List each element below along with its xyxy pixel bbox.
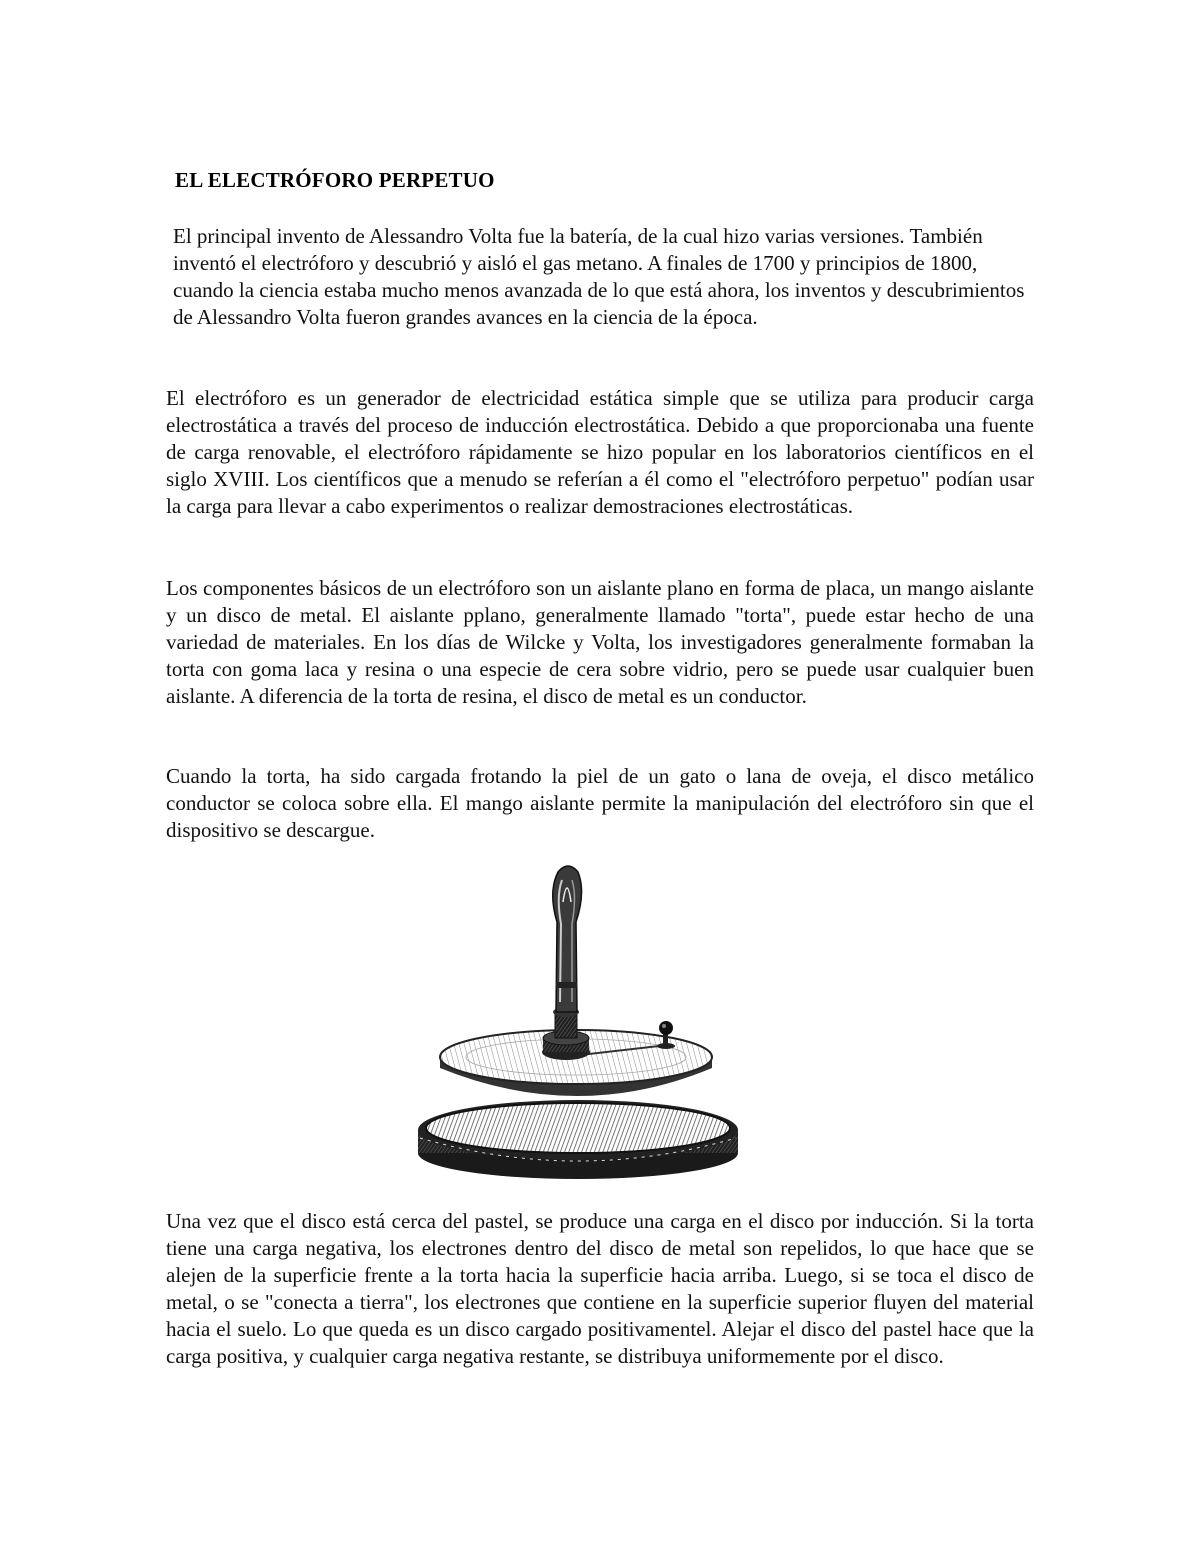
paragraph-definition: El electróforo es un generador de electricidad estática simple que se utiliza para producir carga electrostática a través del proceso de inducción electrostática. Debido a que proporcionaba una fuente de carga renovable, el electróforo rápidamente se hizo popular en los laboratorios científicos en el siglo XVIII. Los científicos que a menudo se referían a él como el "electróforo perpetuo" podían usar la carga para llevar a cabo experimentos o realizar demostraciones electrostáticas. xyxy=(166,386,1034,518)
resin-cake xyxy=(418,1100,738,1179)
insulating-handle xyxy=(553,866,582,1012)
document-title: EL ELECTRÓFORO PERPETUO xyxy=(175,168,495,192)
paragraph-intro: El principal invento de Alessandro Volta fue la batería, de la cual hizo varias versiones. También inventó el electróforo y descubrió y aisló el gas metano. A finales de 1700 y principios de 1800, cuando la ciencia estaba mucho menos avanzada de lo que está ahora, los inventos y descubrimientos de Alessandro Volta fueron grandes avances en la ciencia de la época. xyxy=(173,224,1025,329)
electrophorus-illustration xyxy=(410,862,760,1192)
paragraph-components: Los componentes básicos de un electróforo son un aislante plano en forma de placa, un mango aislante y un disco de metal. El aislante pplano, generalmente llamado "torta", puede estar hecho de una variedad de materiales. En los días de Wilcke y Volta, los investigadores generalmente formaban la torta con goma laca y resina o una especie de cera sobre vidrio, pero se puede usar cualquier buen aislante. A diferencia de la torta de resina, el disco de metal es un conductor. xyxy=(166,576,1034,708)
paragraph-charging: Cuando la torta, ha sido cargada frotando la piel de un gato o lana de oveja, el disco metálico conductor se coloca sobre ella. El mango aislante permite la manipulación del electróforo sin que el dispositivo se descargue. xyxy=(166,764,1034,842)
handle-base xyxy=(542,1007,590,1060)
paragraph-induction: Una vez que el disco está cerca del pastel, se produce una carga en el disco por inducción. Si la torta tiene una carga negativa, los electrones dentro del disco de metal son repelidos, lo que hace que se alejen de la superficie frente a la torta hacia la superficie hacia arriba. Luego, si se toca el disco de metal, o se "conecta a tierra", los electrones que contiene en la superficie superior fluyen del material hacia el suelo. Lo que queda es un disco cargado positivamentel. Alejar el disco del pastel hace que la carga positiva, y cualquier carga negativa restante, se distribuya uniformemente por el disco. xyxy=(166,1209,1034,1368)
